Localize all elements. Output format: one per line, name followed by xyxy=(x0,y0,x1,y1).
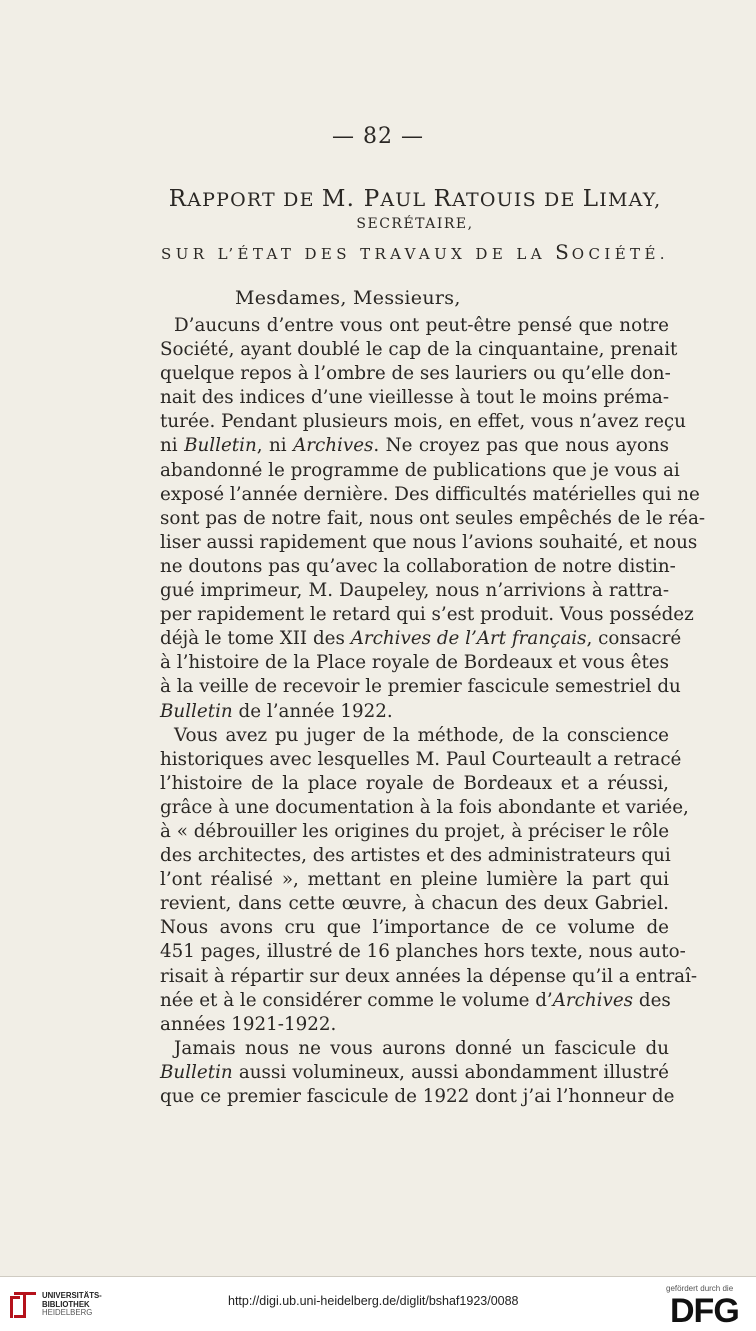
text-line: Nous avons cru que l’importance de ce volume de xyxy=(160,917,669,939)
text-line: née et à le considérer comme le volume d’Archives des xyxy=(160,989,671,1011)
text-line: D’aucuns d’entre vous ont peut-être pensé que notre xyxy=(174,315,669,336)
text-line: années 1921-1922. xyxy=(160,1013,337,1035)
text-line: gué imprimeur, M. Daupeley, nous n’arrivions à rattra- xyxy=(160,580,669,602)
funding-caption: gefördert durch die xyxy=(666,1284,734,1293)
report-title-line-2: SECRÉTAIRE, xyxy=(356,216,474,232)
text-line: exposé l’année dernière. Des difficultés matérielles qui ne xyxy=(160,483,700,505)
text-line: ni Bulletin, ni Archives. Ne croyez pas que nous ayons xyxy=(160,435,670,457)
text-line: l’ont réalisé », mettant en pleine lumière la part qui xyxy=(160,869,669,891)
text-line: per rapidement le retard qui s’est produit. Vous possédez xyxy=(160,604,694,626)
report-title-line-1: RAPPORT DE M. PAUL RATOUIS DE LIMAY, xyxy=(168,186,662,212)
text-line: Jamais nous ne vous aurons donné un fascicule du xyxy=(174,1037,669,1059)
university-library-logo-icon xyxy=(6,1288,40,1322)
text-line: Bulletin aussi volumineux, aussi abondamment illustré xyxy=(160,1061,669,1083)
text-line: Bulletin de l’année 1922. xyxy=(160,700,393,722)
text-line: que ce premier fascicule de 1922 dont j’ai l’honneur de xyxy=(160,1086,675,1107)
text-line: ne doutons pas qu’avec la collaboration de notre distin- xyxy=(160,555,676,577)
text-line: turée. Pendant plusieurs mois, en effet, vous n’avez reçu xyxy=(160,411,686,433)
text-line: à « débrouiller les origines du projet, à préciser le rôle xyxy=(160,820,670,842)
university-library-name: UNIVERSITÄTS- BIBLIOTHEK HEIDELBERG xyxy=(42,1291,102,1318)
dfg-logo: DFG xyxy=(670,1292,739,1330)
text-line: historiques avec lesquelles M. Paul Courteault a retracé xyxy=(160,748,682,770)
text-line: des architectes, des artistes et des administrateurs qui xyxy=(160,845,671,867)
footer-bar xyxy=(0,1277,756,1331)
text-line: liser aussi rapidement que nous l’avions souhaité, et nous xyxy=(160,531,698,553)
report-title-line-3: SUR L’ÉTAT DES TRAVAUX DE LA SOCIÉTÉ. xyxy=(161,240,669,264)
salutation: Mesdames, Messieurs, xyxy=(235,287,461,309)
page-number: — 82 — xyxy=(332,124,424,149)
text-line: Société, ayant doublé le cap de la cinquantaine, prenait xyxy=(160,339,678,361)
text-line: abandonné le programme de publications que je vous ai xyxy=(160,459,680,481)
body-text xyxy=(160,314,706,1109)
permalink-url[interactable]: http://digi.ub.uni-heidelberg.de/diglit/bshaf1923/0088 xyxy=(228,1294,519,1308)
text-line: Vous avez pu juger de la méthode, de la conscience xyxy=(174,724,669,746)
text-line: nait des indices d’une vieillesse à tout le moins préma- xyxy=(160,387,669,409)
text-line: revient, dans cette œuvre, à chacun des deux Gabriel. xyxy=(160,893,669,915)
text-line: déjà le tome XII des Archives de l’Art français, consacré xyxy=(160,628,682,650)
text-line: risait à répartir sur deux années la dépense qu’il a entraî- xyxy=(160,965,698,987)
text-line: à l’histoire de la Place royale de Bordeaux et vous êtes xyxy=(160,652,669,674)
text-line: l’histoire de la place royale de Bordeaux et a réussi, xyxy=(160,772,669,794)
text-line: sont pas de notre fait, nous ont seules empêchés de le réa- xyxy=(160,507,706,529)
text-line: quelque repos à l’ombre de ses lauriers ou qu’elle don- xyxy=(160,363,671,385)
text-line: à la veille de recevoir le premier fascicule semestriel du xyxy=(160,676,681,698)
text-line: 451 pages, illustré de 16 planches hors texte, nous auto- xyxy=(160,941,686,963)
text-line: grâce à une documentation à la fois abondante et variée, xyxy=(160,796,689,818)
